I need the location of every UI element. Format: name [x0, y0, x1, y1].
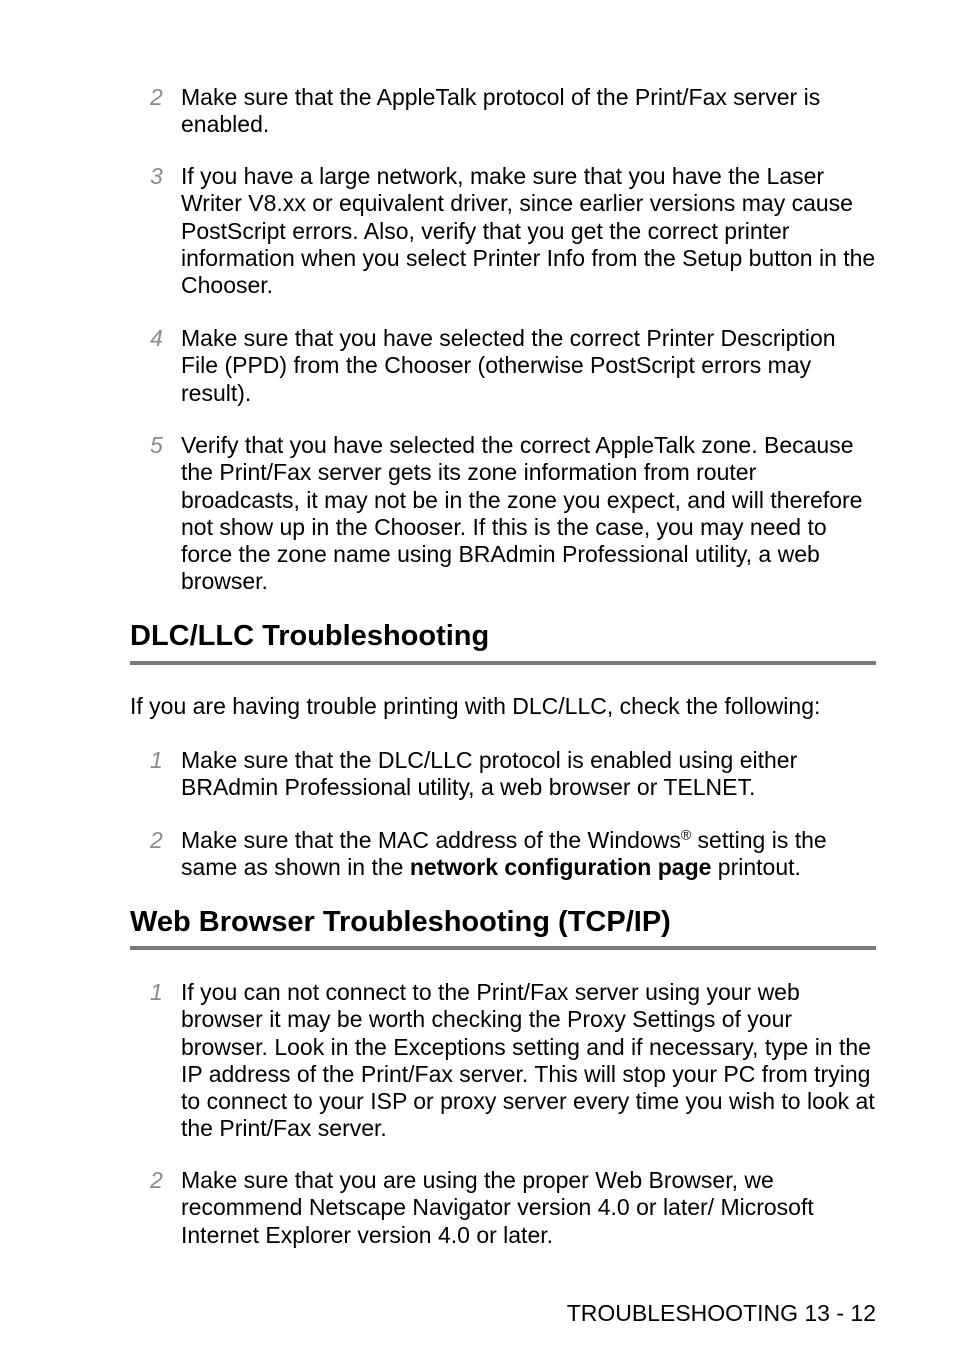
step-text: Make sure that you are using the proper Web Browser, we recommend Netscape Navigator version 4.0 or later/ Microsoft Internet Explorer version 4.0 or later.	[181, 1167, 814, 1248]
step-number: 5	[150, 432, 163, 458]
step-text-part: printout.	[711, 854, 801, 881]
step-number: 1	[150, 979, 163, 1005]
step-text: Verify that you have selected the correct AppleTalk zone. Because the Print/Fax server gets its zone information from router broadcasts, it may not be in the zone you expect, and will therefore not show up in the Chooser. If this is the case, you may need to force the zone name using BRAdmin Professional utility, a web browser.	[181, 432, 863, 595]
step-text: If you have a large network, make sure that you have the Laser Writer V8.xx or equivalent driver, since earlier versions may cause PostScript errors. Also, verify that you get the correct printer information when you select Printer Info from the Setup button in the Chooser.	[181, 163, 876, 299]
dlc-llc-heading: DLC/LLC Troubleshooting	[130, 620, 490, 652]
web-browser-heading: Web Browser Troubleshooting (TCP/IP)	[130, 906, 671, 938]
section-divider	[130, 661, 876, 665]
step-text: If you can not connect to the Print/Fax server using your web browser it may be worth checking the Proxy Settings of your browser. Look in the Exceptions setting and if necessary, type in the IP address of the Print/Fax server. This will stop your PC from trying to connect to your ISP or proxy server every time you wish to look at the Print/Fax server.	[181, 979, 875, 1142]
dlc-llc-intro: If you are having trouble printing with DLC/LLC, check the following:	[130, 693, 821, 719]
step-text: Make sure that the AppleTalk protocol of the Print/Fax server is enabled.	[181, 84, 821, 138]
step-text: Make sure that the DLC/LLC protocol is enabled using either BRAdmin Professional utility, a web browser or TELNET.	[181, 747, 798, 801]
step-text: Make sure that you have selected the correct Printer Description File (PPD) from the Chooser (otherwise PostScript errors may result).	[181, 325, 836, 406]
step-number: 2	[150, 827, 163, 853]
step-number: 2	[150, 1167, 163, 1193]
step-number: 2	[150, 84, 163, 110]
step-text-part: setting is the same as shown in the	[181, 827, 827, 881]
page-footer: TROUBLESHOOTING 13 - 12	[566, 1300, 876, 1326]
step-number: 4	[150, 325, 163, 351]
step-number: 1	[150, 747, 163, 773]
step-number: 3	[150, 163, 163, 189]
step-text-bold: network configuration page	[409, 854, 712, 881]
step-text-part: Make sure that the MAC address of the Windows	[181, 827, 681, 853]
step-text	[181, 827, 877, 882]
registered-mark: ®	[680, 826, 692, 843]
section-divider	[130, 946, 876, 950]
